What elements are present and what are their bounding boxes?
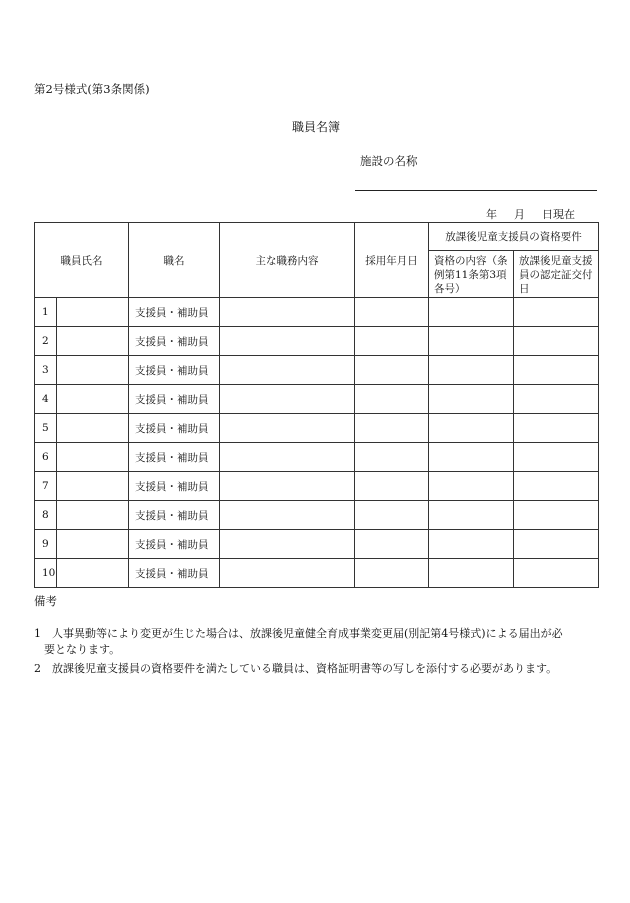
row-number: 5 — [35, 414, 57, 443]
qualification-content-cell — [429, 298, 514, 327]
position-cell: 支援員・補助員 — [129, 385, 220, 414]
table-row — [35, 501, 599, 530]
duties-cell — [220, 472, 355, 501]
header-certificate-date: 放課後児童支援員の認定証交付日 — [514, 251, 599, 298]
date-year-label: 年 — [486, 208, 497, 221]
hire-date-cell — [355, 356, 429, 385]
qualification-content-cell — [429, 414, 514, 443]
row-number: 7 — [35, 472, 57, 501]
duties-cell — [220, 414, 355, 443]
certificate-date-cell — [514, 327, 599, 356]
staff-name-cell — [57, 559, 129, 588]
hire-date-cell — [355, 443, 429, 472]
table-row — [35, 414, 599, 443]
row-number: 1 — [35, 298, 57, 327]
staff-name-cell — [57, 414, 129, 443]
document-title: 職員名簿 — [292, 120, 341, 134]
qualification-content-cell — [429, 472, 514, 501]
position-cell: 支援員・補助員 — [129, 414, 220, 443]
hire-date-cell — [355, 414, 429, 443]
row-number: 8 — [35, 501, 57, 530]
table-row — [35, 356, 599, 385]
position-cell: 支援員・補助員 — [129, 501, 220, 530]
table-row — [35, 559, 599, 588]
duties-cell — [220, 298, 355, 327]
hire-date-cell — [355, 472, 429, 501]
table-row — [35, 327, 599, 356]
position-cell: 支援員・補助員 — [129, 327, 220, 356]
date-day-label: 日現在 — [542, 208, 575, 221]
certificate-date-cell — [514, 356, 599, 385]
hire-date-cell — [355, 298, 429, 327]
as-of-date — [486, 206, 575, 222]
row-number: 4 — [35, 385, 57, 414]
note-text-line1: 放課後児童支援員の資格要件を満たしている職員は、資格証明書等の写しを添付する必要があります。 — [52, 662, 558, 675]
position-cell: 支援員・補助員 — [129, 443, 220, 472]
staff-name-cell — [57, 501, 129, 530]
certificate-date-cell — [514, 559, 599, 588]
table-row — [35, 298, 599, 327]
hire-date-cell — [355, 501, 429, 530]
facility-name-underline — [355, 190, 597, 191]
staff-name-cell — [57, 530, 129, 559]
facility-name-label: 施設の名称 — [360, 154, 418, 168]
qualification-content-cell — [429, 501, 514, 530]
certificate-date-cell — [514, 501, 599, 530]
row-number: 9 — [35, 530, 57, 559]
form-number-label: 第2号様式(第3条関係) — [34, 82, 150, 96]
table-row — [35, 443, 599, 472]
duties-cell — [220, 559, 355, 588]
staff-name-cell — [57, 327, 129, 356]
note-index: 1 — [34, 627, 41, 640]
row-number: 10 — [35, 559, 57, 588]
note-index: 2 — [34, 662, 41, 675]
remarks-heading: 備考 — [34, 594, 57, 608]
qualification-content-cell — [429, 443, 514, 472]
staff-name-cell — [57, 443, 129, 472]
duties-cell — [220, 356, 355, 385]
staff-name-cell — [57, 385, 129, 414]
certificate-date-cell — [514, 298, 599, 327]
qualification-content-cell — [429, 356, 514, 385]
duties-cell — [220, 501, 355, 530]
hire-date-cell — [355, 385, 429, 414]
qualification-content-cell — [429, 559, 514, 588]
header-position: 職名 — [129, 223, 220, 298]
staff-name-cell — [57, 472, 129, 501]
date-month-label: 月 — [514, 208, 525, 221]
position-cell: 支援員・補助員 — [129, 298, 220, 327]
duties-cell — [220, 385, 355, 414]
note-text-line1: 人事異動等により変更が生じた場合は、放課後児童健全育成事業変更届(別記第4号様式)による届出が必 — [52, 627, 563, 640]
position-cell: 支援員・補助員 — [129, 559, 220, 588]
table-row — [35, 530, 599, 559]
certificate-date-cell — [514, 472, 599, 501]
row-number: 3 — [35, 356, 57, 385]
certificate-date-cell — [514, 443, 599, 472]
duties-cell — [220, 443, 355, 472]
header-duties: 主な職務内容 — [220, 223, 355, 298]
staff-roster-table — [34, 222, 599, 588]
position-cell: 支援員・補助員 — [129, 472, 220, 501]
certificate-date-cell — [514, 530, 599, 559]
certificate-date-cell — [514, 414, 599, 443]
duties-cell — [220, 327, 355, 356]
hire-date-cell — [355, 530, 429, 559]
hire-date-cell — [355, 559, 429, 588]
table-row — [35, 472, 599, 501]
header-qualification-content: 資格の内容（条例第11条第3項各号） — [429, 251, 514, 298]
remark-note — [34, 626, 604, 658]
staff-name-cell — [57, 298, 129, 327]
position-cell: 支援員・補助員 — [129, 356, 220, 385]
note-text-line2: 要となります。 — [44, 643, 121, 656]
staff-name-cell — [57, 356, 129, 385]
duties-cell — [220, 530, 355, 559]
hire-date-cell — [355, 327, 429, 356]
certificate-date-cell — [514, 385, 599, 414]
header-hire-date: 採用年月日 — [355, 223, 429, 298]
row-number: 2 — [35, 327, 57, 356]
remark-note — [34, 661, 604, 677]
position-cell: 支援員・補助員 — [129, 530, 220, 559]
table-row — [35, 385, 599, 414]
qualification-content-cell — [429, 530, 514, 559]
header-staff-name: 職員氏名 — [35, 223, 129, 298]
qualification-content-cell — [429, 385, 514, 414]
row-number: 6 — [35, 443, 57, 472]
header-qualification-requirements: 放課後児童支援員の資格要件 — [429, 223, 599, 251]
qualification-content-cell — [429, 327, 514, 356]
